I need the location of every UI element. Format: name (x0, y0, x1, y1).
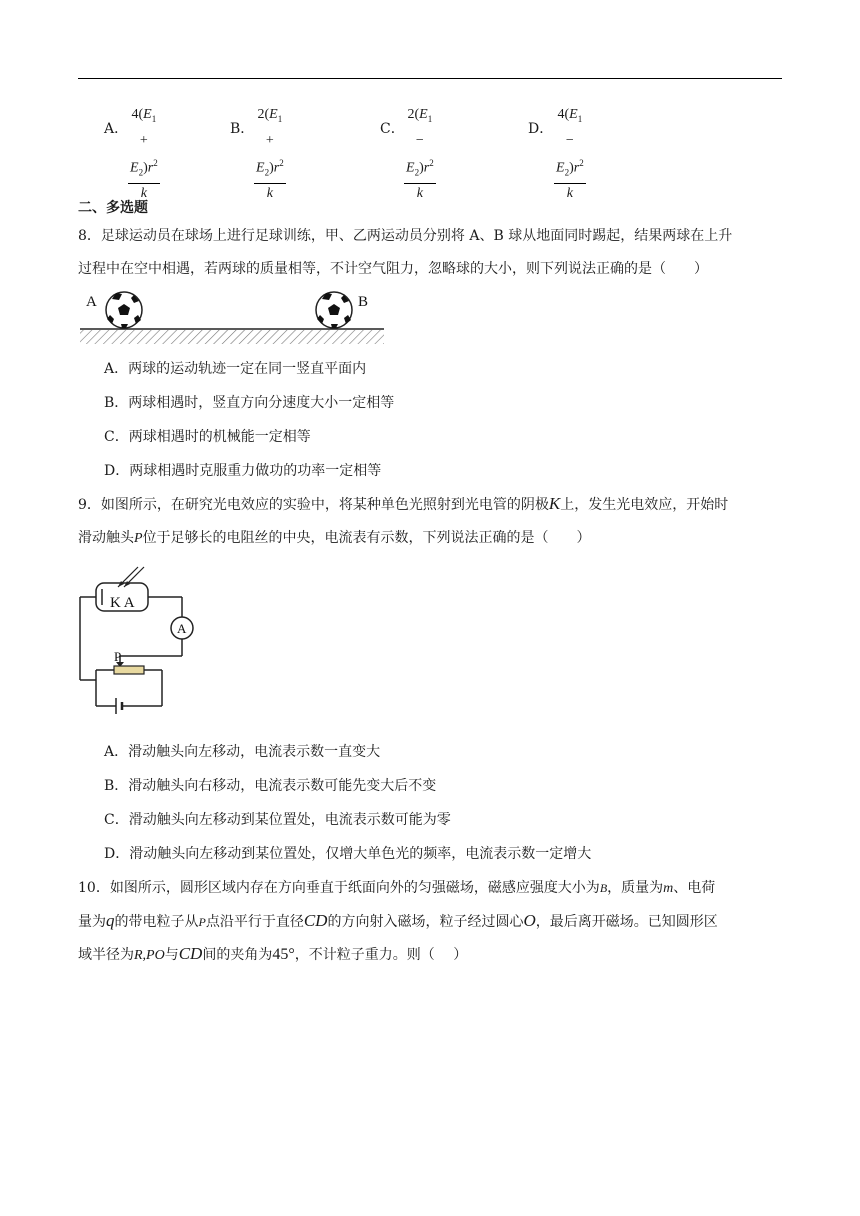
q9-option-a[interactable]: A．滑动触头向左移动，电流表示数一直变大 (104, 744, 381, 760)
option-label: B． (230, 121, 255, 137)
option-label: C． (380, 121, 405, 137)
formula-fraction: $4(E_1 + E_2)r^2$ k (130, 107, 158, 202)
q10-stem-line1: 10．如图所示，圆形区域内存在方向垂直于纸面向外的匀强磁场，磁感应强度大小为B，质量为m、电荷 (78, 880, 716, 896)
q8-stem-line2: 过程中在空中相遇，若两球的质量相等，不计空气阻力，忽略球的大小，则下列说法正确的是（ ） (78, 261, 708, 277)
q8-figure-soccer-balls (78, 284, 388, 346)
q10-stem-line3: 域半径为R,PO与CD间的夹角为45°，不计粒子重力。则（ ） (78, 944, 468, 963)
q8-option-a[interactable]: A．两球的运动轨迹一定在同一竖直平面内 (104, 361, 367, 377)
q9-stem-line2: 滑动触头P位于足够长的电阻丝的中央，电流表有示数，下列说法正确的是（ ） (78, 530, 591, 546)
section-title: 二、多选题 (78, 200, 148, 216)
phototube-label: K A (110, 595, 135, 611)
q9-option-d[interactable]: D．滑动触头向左移动到某位置处，仅增大单色光的频率，电流表示数一定增大 (104, 846, 592, 862)
q9-stem-line1: 9．如图所示，在研究光电效应的实验中，将某种单色光照射到光电管的阴极K上，发生光电效应，开始时 (78, 494, 729, 513)
ball-a-icon (106, 292, 142, 328)
ball-b-icon (316, 292, 352, 328)
q10-stem-line2: 量为q的带电粒子从P点沿平行于直径CD的方向射入磁场，粒子经过圆心O，最后离开磁场。已知圆形区 (78, 911, 718, 930)
q9-option-b[interactable]: B．滑动触头向右移动，电流表示数可能先变大后不变 (104, 778, 437, 794)
option-label: D． (528, 121, 554, 137)
ball-b-label: B (358, 294, 369, 310)
q8-option-b[interactable]: B．两球相遇时，竖直方向分速度大小一定相等 (104, 395, 395, 411)
q8-option-c[interactable]: C．两球相遇时的机械能一定相等 (104, 429, 311, 445)
formula-fraction: $2(E_1 + E_2)r^2$ k (256, 107, 284, 202)
q9-option-c[interactable]: C．滑动触头向左移动到某位置处，电流表示数可能为零 (104, 812, 451, 828)
formula-fraction: $4(E_1 - E_2)r^2$ k (556, 107, 584, 202)
ball-a-label: A (86, 294, 97, 310)
formula-fraction: $2(E_1 - E_2)r^2$ k (406, 107, 434, 202)
q9-figure-photoelectric-circuit (76, 560, 206, 720)
rheostat-icon (114, 666, 144, 674)
q8-option-d[interactable]: D．两球相遇时克服重力做功的功率一定相等 (104, 463, 382, 479)
option-label: A． (104, 121, 129, 137)
slider-label: P (114, 649, 122, 664)
ammeter-label: A (177, 621, 187, 636)
q8-stem-line1: 8．足球运动员在球场上进行足球训练，甲、乙两运动员分别将 A、B 球从地面同时踢起，结果两球在上升 (78, 228, 733, 244)
header-rule (78, 78, 782, 79)
